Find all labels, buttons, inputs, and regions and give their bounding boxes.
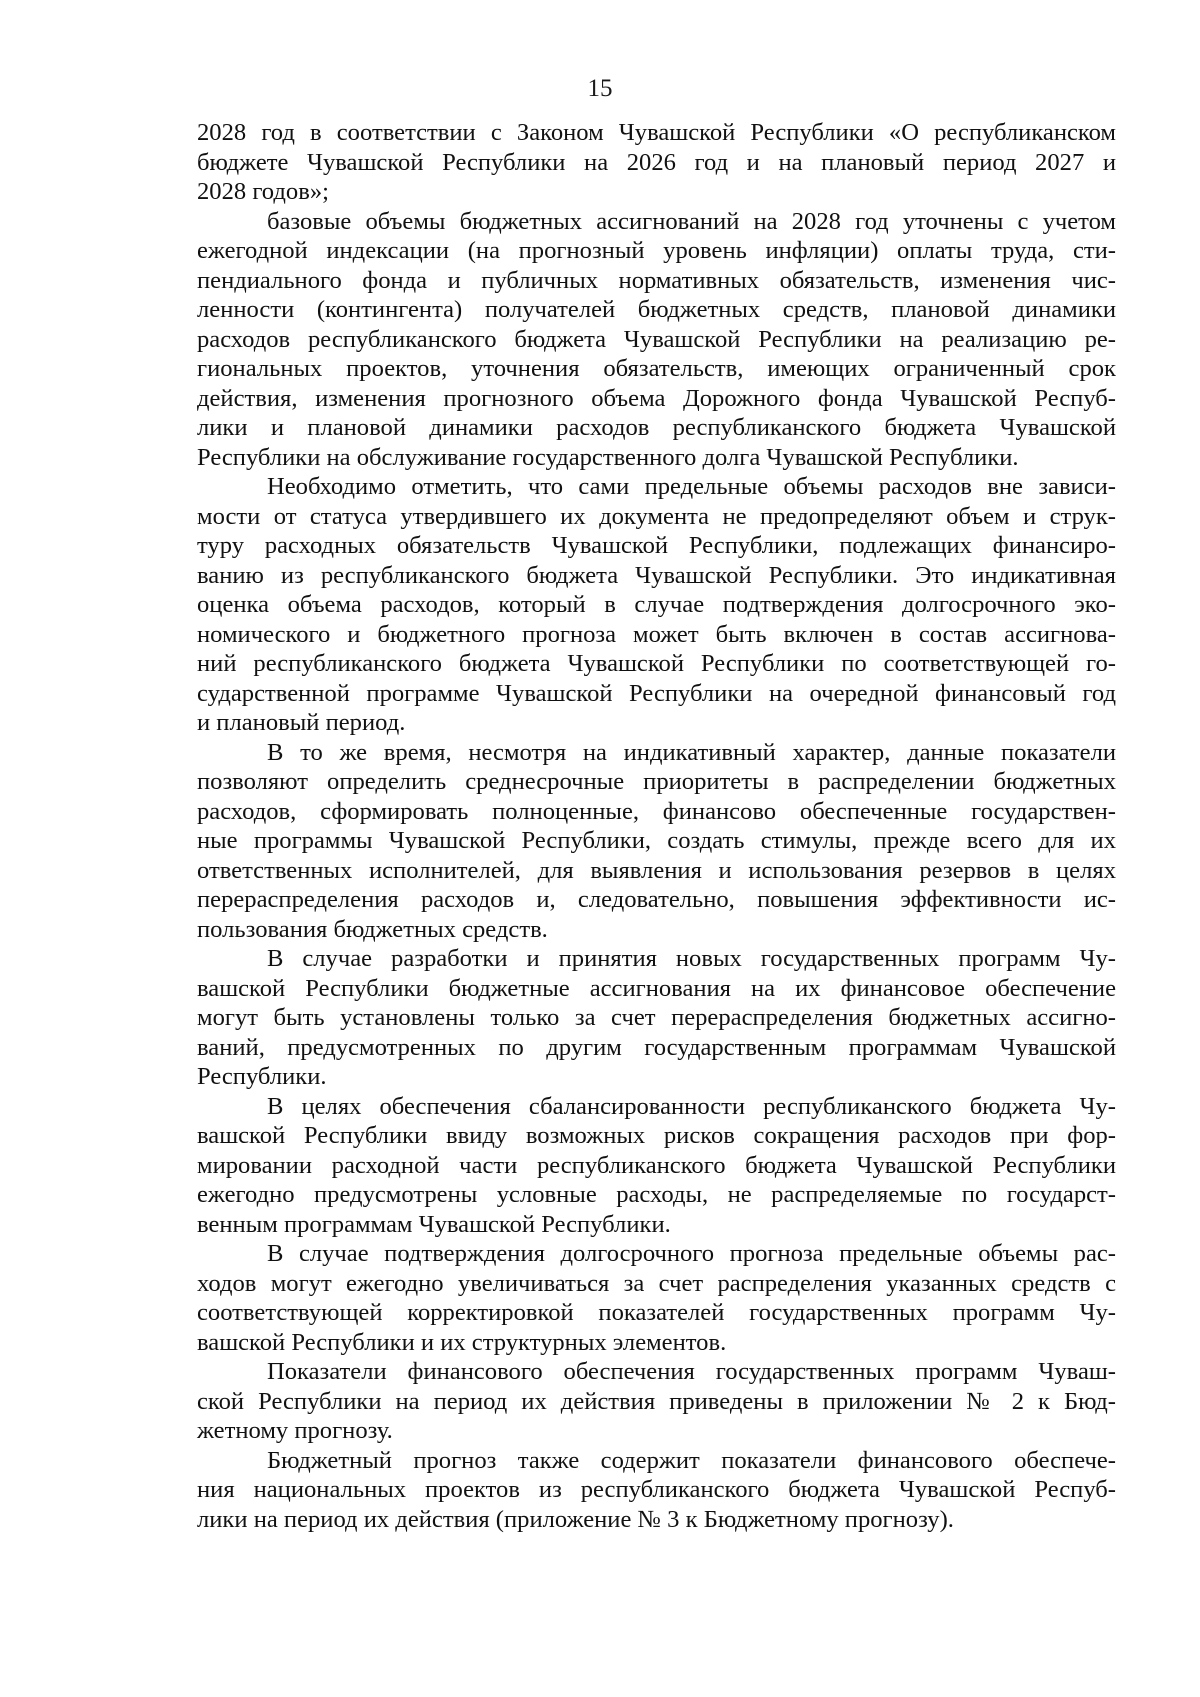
paragraph-line: туру расходных обязательств Чувашской Республики, подлежащих финансиро- [197, 532, 1116, 559]
document-body [197, 118, 1116, 1534]
paragraph-line: пендиального фонда и публичных нормативных обязательств, изменения чис- [197, 266, 1116, 294]
paragraph-line: Необходимо отметить, что сами предельные объемы расходов вне зависи- [267, 473, 1116, 500]
paragraph-line: В целях обеспечения сбалансированности республиканского бюджета Чу- [267, 1092, 1116, 1120]
paragraph-line: В случае разработки и принятия новых государственных программ Чу- [267, 945, 1116, 972]
paragraph-line: венным программам Чувашской Республики. [197, 1210, 671, 1238]
paragraph [197, 118, 1116, 207]
paragraph-line: ской Республики на период их действия приведены в приложении № 2 к Бюд- [197, 1387, 1116, 1415]
paragraph [197, 207, 1116, 473]
paragraph-line: ходов могут ежегодно увеличиваться за счет распределения указанных средств с [197, 1269, 1116, 1297]
page-number: 15 [587, 75, 613, 102]
paragraph-line: расходов республиканского бюджета Чувашской Республики на реализацию ре- [197, 325, 1116, 353]
paragraph-line: номического и бюджетного прогноза может быть включен в состав ассигнова- [197, 620, 1116, 648]
paragraph-line: ные программы Чувашской Республики, создать стимулы, прежде всего для их [197, 827, 1116, 854]
paragraph-line: вашской Республики бюджетные ассигнования на их финансовое обеспечение [197, 974, 1116, 1002]
paragraph-line: расходов, сформировать полноценные, финансово обеспеченные государствен- [197, 797, 1116, 825]
paragraph-line: и плановый период. [197, 709, 406, 736]
paragraph-line: Республики. [197, 1063, 327, 1090]
paragraph [197, 738, 1116, 945]
paragraph-line: вашской Республики и их структурных элементов. [197, 1328, 727, 1356]
paragraph-line: В то же время, несмотря на индикативный характер, данные показатели [267, 738, 1116, 766]
paragraph-line: позволяют определить среднесрочные приоритеты в распределении бюджетных [197, 768, 1116, 795]
paragraph [197, 1357, 1116, 1446]
paragraph-line: В случае подтверждения долгосрочного прогноза предельные объемы рас- [267, 1240, 1116, 1267]
paragraph [197, 944, 1116, 1092]
paragraph-line: ответственных исполнителей, для выявления и использования резервов в целях [197, 856, 1116, 884]
paragraph-line: Бюджетный прогноз также содержит показатели финансового обеспече- [267, 1446, 1116, 1474]
paragraph [197, 472, 1116, 738]
paragraph-line: вашской Республики ввиду возможных рисков сокращения расходов при фор- [197, 1122, 1116, 1149]
paragraph-line: мости от статуса утвердившего их документа не предопределяют объем и струк- [197, 502, 1116, 530]
paragraph-line: лики и плановой динамики расходов республиканского бюджета Чувашской [197, 414, 1116, 441]
paragraph-line: сударственной программе Чувашской Республики на очередной финансовый год [197, 679, 1116, 707]
paragraph [197, 1092, 1116, 1240]
paragraph-line: ежегодно предусмотрены условные расходы, не распределяемые по государст- [197, 1181, 1116, 1208]
paragraph-line: Республики на обслуживание государственного долга Чувашской Республики. [197, 443, 1019, 471]
paragraph-line: гиональных проектов, уточнения обязательств, имеющих ограниченный срок [197, 355, 1116, 382]
paragraph-line: ленности (контингента) получателей бюджетных средств, плановой динамики [197, 296, 1116, 323]
paragraph-line: мировании расходной части республиканского бюджета Чувашской Республики [197, 1151, 1116, 1179]
paragraph-line: действия, изменения прогнозного объема Дорожного фонда Чувашской Респуб- [197, 384, 1116, 412]
paragraph-line: перераспределения расходов и, следовательно, повышения эффективности ис- [197, 886, 1116, 913]
paragraph-line: Показатели финансового обеспечения государственных программ Чуваш- [267, 1358, 1116, 1385]
paragraph-line: лики на период их действия (приложение № 3 к Бюджетному прогнозу). [197, 1505, 954, 1533]
paragraph-line: пользования бюджетных средств. [197, 915, 548, 943]
paragraph-line: ний республиканского бюджета Чувашской Республики по соответствующей го- [197, 650, 1116, 677]
paragraph-line: соответствующей корректировкой показателей государственных программ Чу- [197, 1299, 1116, 1326]
paragraph-line: могут быть установлены только за счет перераспределения бюджетных ассигно- [197, 1004, 1116, 1031]
paragraph-line: 2028 годов»; [197, 178, 329, 205]
paragraph-line: оценка объема расходов, который в случае подтверждения долгосрочного эко- [197, 591, 1116, 618]
paragraph-line: жетному прогнозу. [197, 1417, 393, 1444]
paragraph-line: ваний, предусмотренных по другим государственным программам Чувашской [197, 1033, 1116, 1061]
paragraph [197, 1446, 1116, 1535]
paragraph-line: ежегодной индексации (на прогнозный уровень инфляции) оплаты труда, сти- [197, 237, 1116, 264]
paragraph-line: ванию из республиканского бюджета Чувашской Республики. Это индикативная [197, 561, 1116, 589]
paragraph-line: ния национальных проектов из республиканского бюджета Чувашской Респуб- [197, 1476, 1116, 1503]
paragraph [197, 1239, 1116, 1357]
paragraph-line: 2028 год в соответствии с Законом Чувашской Республики «О республиканском [197, 119, 1116, 146]
paragraph-line: базовые объемы бюджетных ассигнований на 2028 год уточнены с учетом [267, 207, 1116, 235]
paragraph-line: бюджете Чувашской Республики на 2026 год и на плановый период 2027 и [197, 148, 1116, 176]
